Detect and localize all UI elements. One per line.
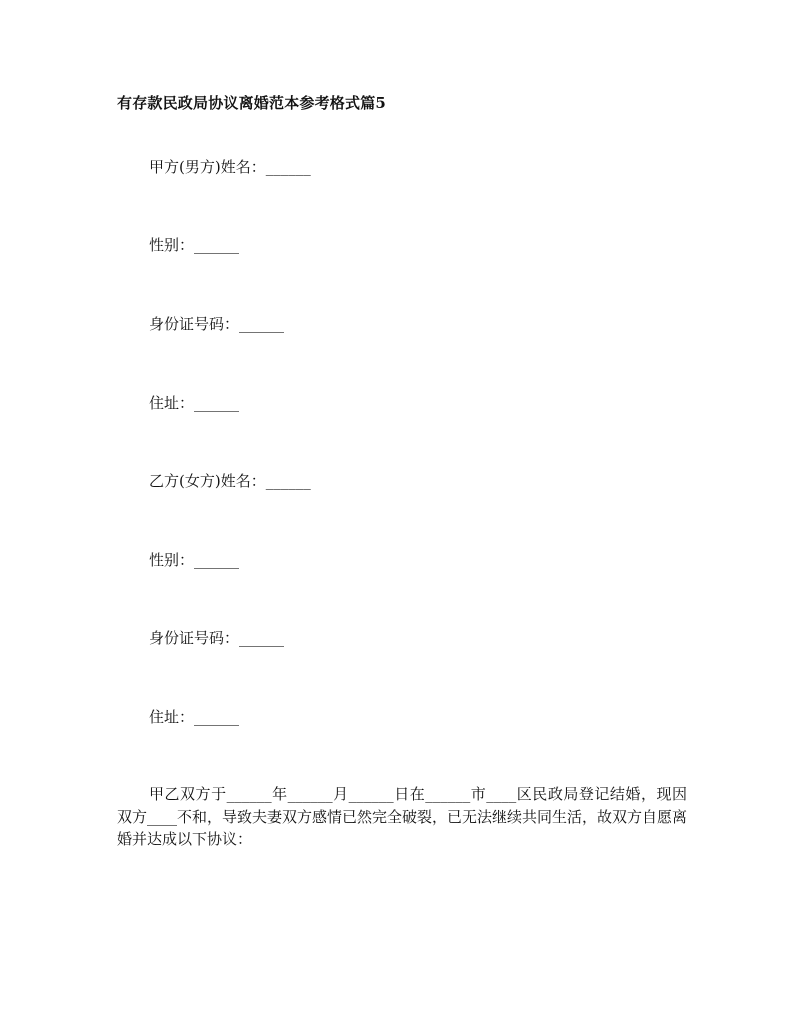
wife-gender-field: 性别：______ [149,551,240,569]
husband-name-field: 甲方(男方)姓名：______ [149,158,311,176]
wife-name-field: 乙方(女方)姓名：______ [149,472,311,490]
wife-address-field: 住址：______ [149,708,240,726]
document-title: 有存款民政局协议离婚范本参考格式篇5 [117,94,387,112]
wife-id-number-field: 身份证号码：______ [149,629,285,647]
husband-gender-field: 性别：______ [149,236,240,254]
husband-id-number-field: 身份证号码：______ [149,315,285,333]
agreement-intro-paragraph: 甲乙双方于______年______月______日在______市____区民政局登记结婚，现因双方____不和，导致夫妻双方感情已然完全破裂，已无法继续共同生活，故双方自愿离婚并达成以下协议： [117,785,688,848]
husband-address-field: 住址：______ [149,394,240,412]
